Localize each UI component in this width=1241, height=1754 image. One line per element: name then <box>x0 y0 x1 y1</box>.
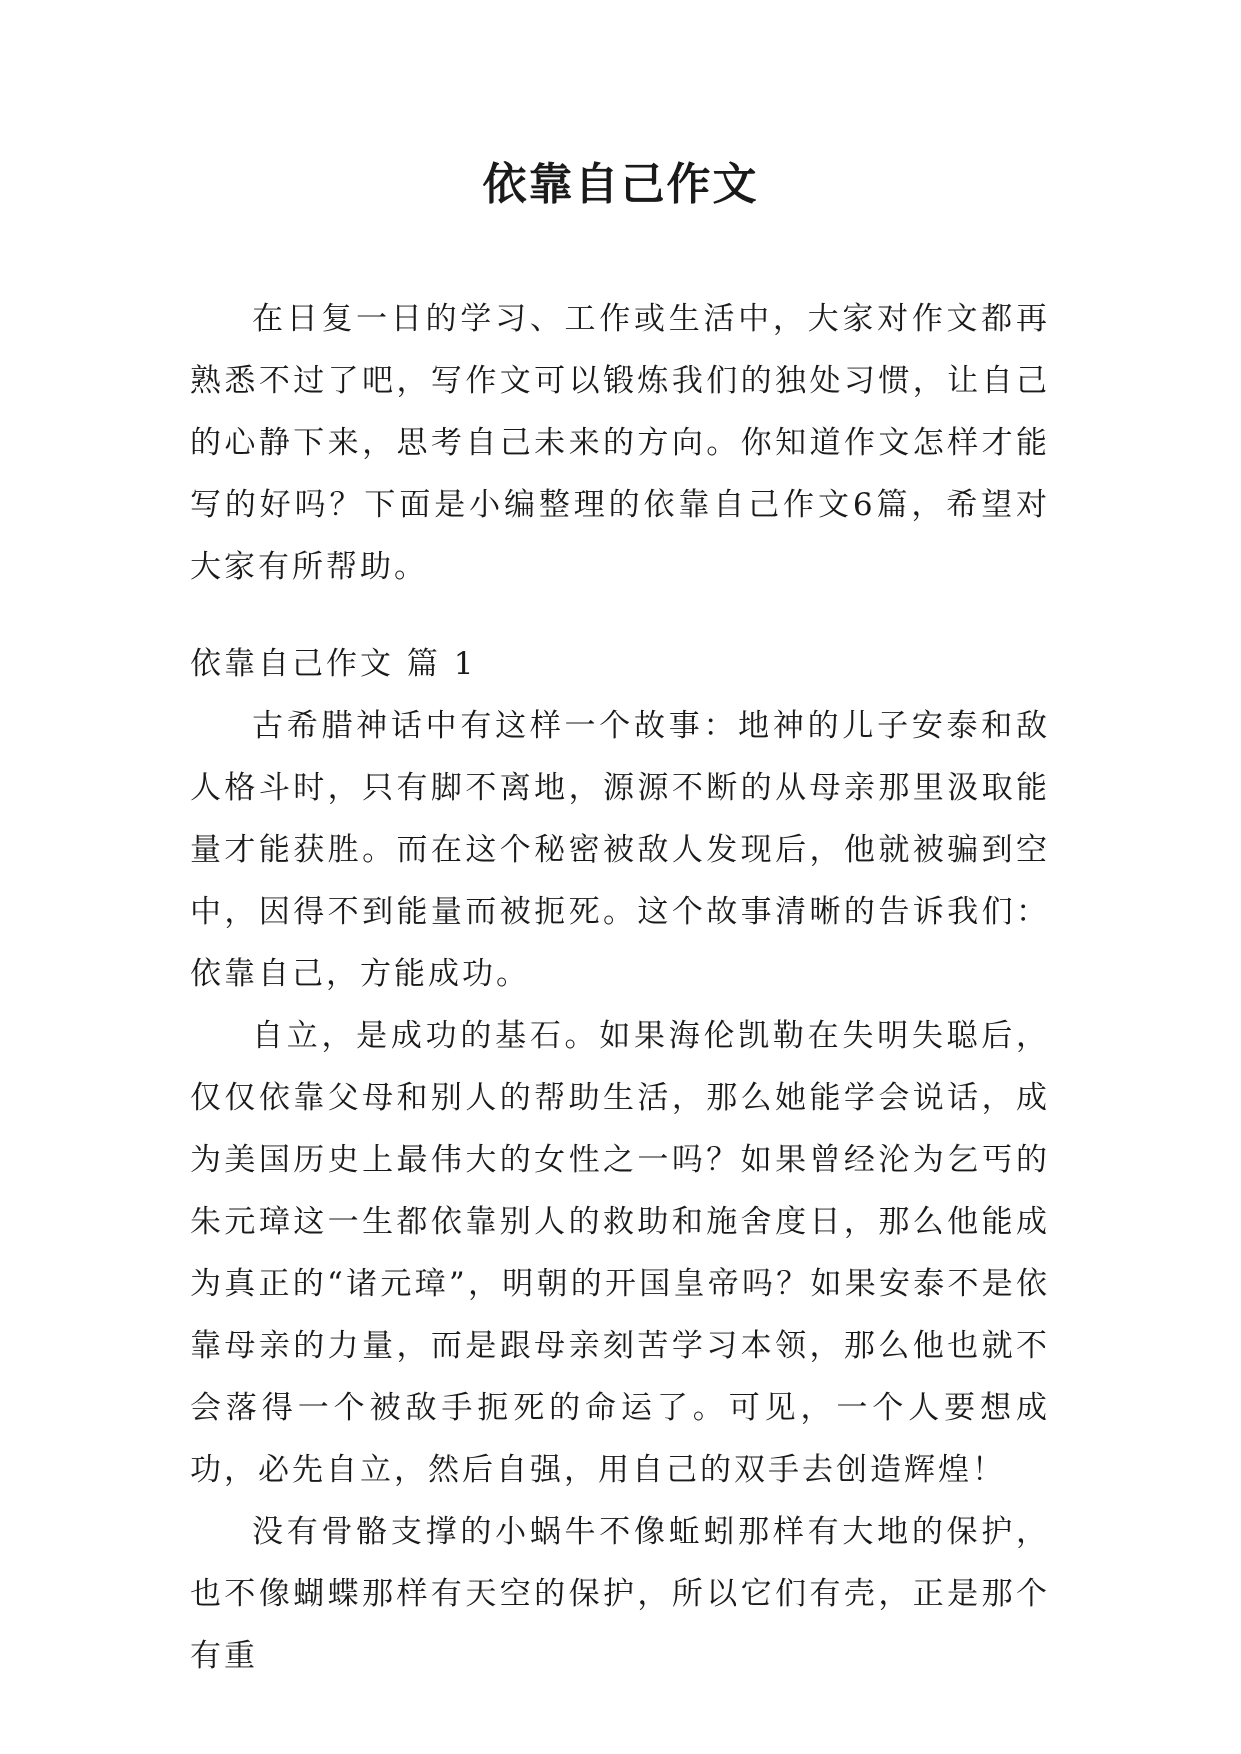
section-heading: 依靠自己作文 篇 1 <box>190 646 477 682</box>
intro-paragraph: 在日复一日的学习、工作或生活中，大家对作文都再熟悉不过了吧，写作文可以锻炼我们的独处习惯，让自己的心静下来，思考自己未来的方向。你知道作文怎样才能写的好吗？下面是小编整理的依靠自己作文6篇，希望对大家有所帮助。 <box>190 301 1050 585</box>
intro-block <box>190 288 1050 598</box>
section-paragraph-1: 古希腊神话中有这样一个故事：地神的儿子安泰和敌人格斗时，只有脚不离地，源源不断的从母亲那里汲取能量才能获胜。而在这个秘密被敌人发现后，他就被骗到空中，因得不到能量而被扼死。这个故事清晰的告诉我们：依靠自己，方能成功。 <box>190 708 1050 992</box>
section-paragraph-3: 没有骨骼支撑的小蜗牛不像蚯蚓那样有大地的保护，也不像蝴蝶那样有天空的保护，所以它们有壳，正是那个有重 <box>190 1514 1050 1674</box>
section-paragraph-2: 自立，是成功的基石。如果海伦凯勒在失明失聪后，仅仅依靠父母和别人的帮助生活，那么她能学会说话，成为美国历史上最伟大的女性之一吗？如果曾经沦为乞丐的朱元璋这一生都依靠别人的救助和施舍度日，那么他能成为真正的“诸元璋”，明朝的开国皇帝吗？如果安泰不是依靠母亲的力量，而是跟母亲刻苦学习本领，那么他也就不会落得一个被敌手扼死的命运了。可见，一个人要想成功，必先自立，然后自强，用自己的双手去创造辉煌！ <box>190 1018 1050 1488</box>
section-1 <box>190 633 1050 1687</box>
document-title: 依靠自己作文 <box>482 159 759 210</box>
